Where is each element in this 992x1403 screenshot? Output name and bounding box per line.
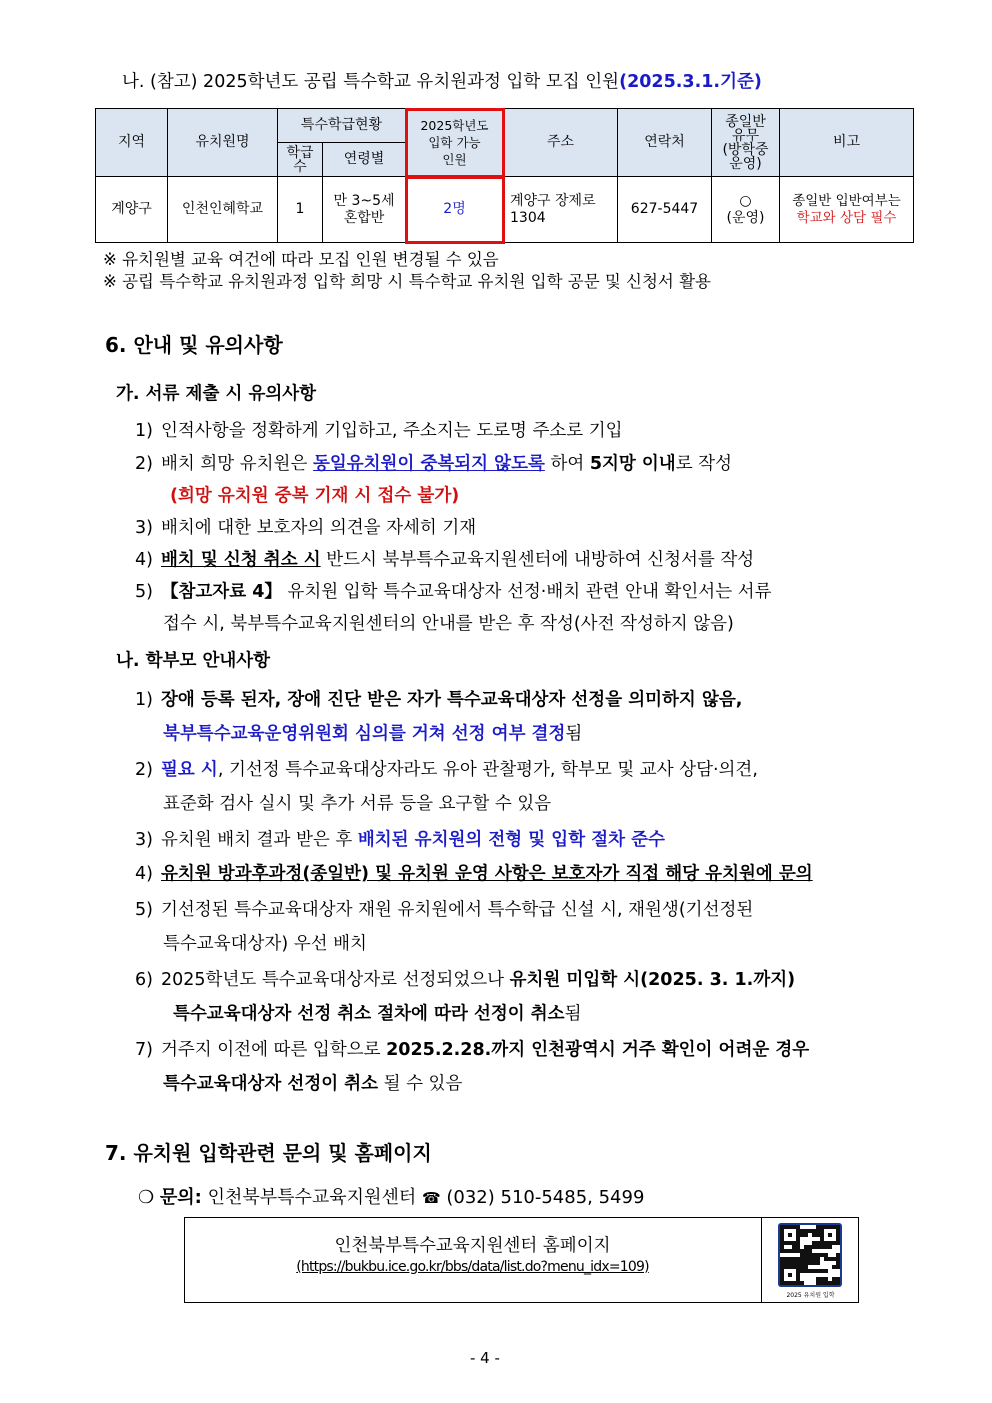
inquiry-text: 인천북부특수교육지원센터 (201, 1187, 422, 1208)
header-contact: 연락처 (618, 109, 712, 177)
header-class-count (278, 143, 323, 177)
sub-b-item-6 (135, 968, 795, 992)
item-text: , 기선정 특수교육대상자라도 유아 관찰평가, 학부모 및 교사 상담·의견, (217, 760, 758, 780)
cell-note-line1: 종일반 입반여부는 (792, 192, 901, 209)
cell-allday-mark: ○ (739, 192, 752, 209)
inquiry-label: 문의: (159, 1187, 202, 1208)
item-text: 2025학년도 특수교육대상자로 선정되었으나 (161, 970, 510, 990)
cell-address (504, 177, 618, 243)
item-number: 4) (135, 550, 153, 570)
cell-region: 계양구 (96, 177, 168, 243)
header-class-count-line1: 학급 (286, 144, 314, 161)
item-emphasis: 배치 및 신청 취소 시 (161, 550, 321, 570)
cell-address-line1: 계양구 장제로 (510, 192, 596, 209)
sub-a-title: 가. 서류 제출 시 유의사항 (116, 384, 317, 404)
recruitment-table-wrap (95, 108, 914, 243)
sub-b-item-3 (135, 828, 665, 852)
section-7-title: 7. 유치원 입학관련 문의 및 홈페이지 (105, 1141, 432, 1165)
item-text: 로 작성 (675, 454, 732, 474)
header-kinder-name: 유치원명 (168, 109, 278, 177)
cell-note (780, 177, 914, 243)
cell-class-count: 1 (278, 177, 323, 243)
cell-capacity-value: 2명 (443, 201, 466, 217)
footnote-1: ※ 유치원별 교육 여건에 따라 모집 인원 변경될 수 있음 (103, 250, 499, 269)
item-number: 7) (135, 1040, 153, 1060)
sub-b-item-6-cont (173, 1002, 581, 1026)
item-text: 인적사항을 정확하게 기입하고, 주소지는 도로명 주소로 기입 (161, 421, 623, 441)
sub-a-item-2-note: (희망 유치원 중복 기재 시 접수 불가) (170, 486, 460, 506)
item-text: 유치원 입학 특수교육대상자 선정·배치 관련 안내 확인서는 서류 (281, 582, 772, 602)
item-emphasis: 2025.2.28.까지 인천광역시 거주 확인이 어려운 경우 (386, 1040, 810, 1060)
item-text: 하여 (544, 454, 590, 474)
header-capacity (406, 109, 504, 177)
item-number: 5) (135, 582, 153, 602)
header-capacity-line2: 입학 가능 (428, 135, 481, 150)
item-emphasis: 북부특수교육운영위원회 심의를 거쳐 선정 여부 결정 (163, 724, 566, 744)
sub-a-item-3 (135, 516, 476, 540)
item-emphasis: 필요 시 (161, 760, 218, 780)
ref-table-title-prefix: 나. (참고) 2025학년도 공립 특수학교 유치원과정 입학 모집 인원 (122, 72, 620, 92)
header-capacity-line1: 2025학년도 (420, 118, 489, 133)
cell-note-line2: 학교와 상담 필수 (796, 209, 897, 226)
item-number: 3) (135, 830, 153, 850)
header-capacity-line3: 인원 (442, 152, 467, 167)
cell-age-group-line1: 만 3~5세 (333, 192, 395, 209)
sub-a-item-5 (135, 580, 771, 604)
homepage-text-area (185, 1218, 760, 1302)
header-allday-line4: 운영) (729, 155, 762, 172)
item-emphasis: 장애 등록 된자, 장애 진단 받은 자가 특수교육대상자 선정을 의미하지 않음, (161, 690, 743, 710)
item-text: 유치원 배치 결과 받은 후 (161, 830, 358, 850)
sub-b-item-7-cont (163, 1072, 462, 1096)
item-text: 기선정된 특수교육대상자 재원 유치원에서 특수학급 신설 시, 재원생(기선정된 (161, 900, 754, 920)
header-class-status: 특수학급현황 (278, 109, 406, 143)
sub-a-item-5-cont: 접수 시, 북부특수교육지원센터의 안내를 받은 후 작성(사전 작성하지 않음) (163, 614, 734, 634)
sub-b-item-2 (135, 758, 758, 782)
item-text: 됨 (565, 724, 583, 744)
cell-age-group (323, 177, 406, 243)
header-note: 비고 (780, 109, 914, 177)
item-text: 배치에 대한 보호자의 의견을 자세히 기재 (161, 518, 477, 538)
item-number: 3) (135, 518, 153, 538)
homepage-url[interactable]: (https://bukbu.ice.go.kr/bbs/data/list.do?menu_idx=109) (296, 1259, 649, 1275)
item-emphasis: 5지망 이내 (589, 454, 676, 474)
item-emphasis: 동일유치원이 중복되지 않도록 (312, 454, 545, 474)
sub-b-item-5-cont: 특수교육대상자) 우선 배치 (163, 934, 367, 954)
sub-b-item-1-cont (163, 722, 582, 746)
header-class-count-line2: 수 (293, 158, 307, 175)
sub-b-item-4 (135, 862, 813, 886)
sub-a-item-1 (135, 419, 623, 443)
item-number: 5) (135, 900, 153, 920)
item-text: 배치 희망 유치원은 (161, 454, 313, 474)
cell-kinder-name: 인천인혜학교 (168, 177, 278, 243)
ref-table-title (122, 70, 762, 94)
item-number: 1) (135, 421, 153, 441)
item-emphasis: 【참고자료 4】 (161, 582, 282, 602)
item-emphasis: 특수교육대상자 선정이 취소 (163, 1074, 379, 1094)
cell-address-line2: 1304 (510, 209, 546, 226)
item-text: 반드시 북부특수교육지원센터에 내방하여 신청서를 작성 (320, 550, 755, 570)
item-emphasis: 유치원 방과후과정(종일반) 및 유치원 운영 사항은 보호자가 직접 해당 유치원에 문의 (161, 864, 813, 884)
cell-age-group-line2: 혼합반 (343, 209, 385, 226)
bullet-icon: ❍ (138, 1187, 155, 1208)
homepage-box (184, 1217, 859, 1303)
header-allday (712, 109, 780, 177)
item-emphasis: 배치된 유치원의 전형 및 입학 절차 준수 (357, 830, 665, 850)
phone-icon: ☎ (421, 1189, 441, 1207)
sub-b-title: 나. 학부모 안내사항 (116, 651, 271, 671)
recruitment-table (95, 108, 914, 243)
page-number: - 4 - (470, 1349, 500, 1367)
inquiry-line (138, 1186, 644, 1210)
qr-code-pattern (780, 1225, 840, 1285)
qr-caption: 2025 유치원 입학 (786, 1292, 835, 1299)
footnote-2: ※ 공립 특수학교 유치원과정 입학 희망 시 특수학교 유치원 입학 공문 및 신청서 활용 (103, 272, 711, 291)
item-number: 1) (135, 690, 153, 710)
header-allday-line1: 종일반 (725, 113, 766, 130)
header-allday-line2: 유무 (731, 127, 760, 144)
section-6-title: 6. 안내 및 유의사항 (105, 333, 283, 357)
header-allday-line3: (방학중 (722, 141, 769, 158)
item-number: 4) (135, 864, 153, 884)
item-text: 됨 (564, 1004, 582, 1024)
sub-b-item-5 (135, 898, 753, 922)
item-text: 거주지 이전에 따른 입학으로 (161, 1040, 387, 1060)
phone-number[interactable]: (032) 510-5485, 5499 (440, 1187, 645, 1208)
item-text: 될 수 있음 (378, 1074, 463, 1094)
header-address: 주소 (504, 109, 618, 177)
qr-frame (761, 1218, 859, 1302)
item-number: 6) (135, 970, 153, 990)
cell-allday (712, 177, 780, 243)
sub-b-item-7 (135, 1038, 809, 1062)
ref-table-date: (2025.3.1.기준) (619, 72, 762, 92)
homepage-title: 인천북부특수교육지원센터 홈페이지 (334, 1236, 611, 1256)
cell-allday-status: (운영) (726, 209, 765, 226)
cell-capacity (406, 177, 504, 243)
qr-code-icon[interactable] (778, 1223, 842, 1287)
item-number: 2) (135, 454, 153, 474)
item-emphasis: 유치원 미입학 시(2025. 3. 1.까지) (509, 970, 796, 990)
cell-contact: 627-5447 (618, 177, 712, 243)
sub-b-item-1 (135, 688, 742, 712)
item-emphasis: 특수교육대상자 선정 취소 절차에 따라 선정이 취소 (173, 1004, 565, 1024)
sub-a-item-2 (135, 452, 732, 476)
item-number: 2) (135, 760, 153, 780)
header-age-group: 연령별 (323, 143, 406, 177)
sub-b-item-2-cont: 표준화 검사 실시 및 추가 서류 등을 요구할 수 있음 (163, 794, 552, 814)
header-region: 지역 (96, 109, 168, 177)
sub-a-item-4 (135, 548, 754, 572)
